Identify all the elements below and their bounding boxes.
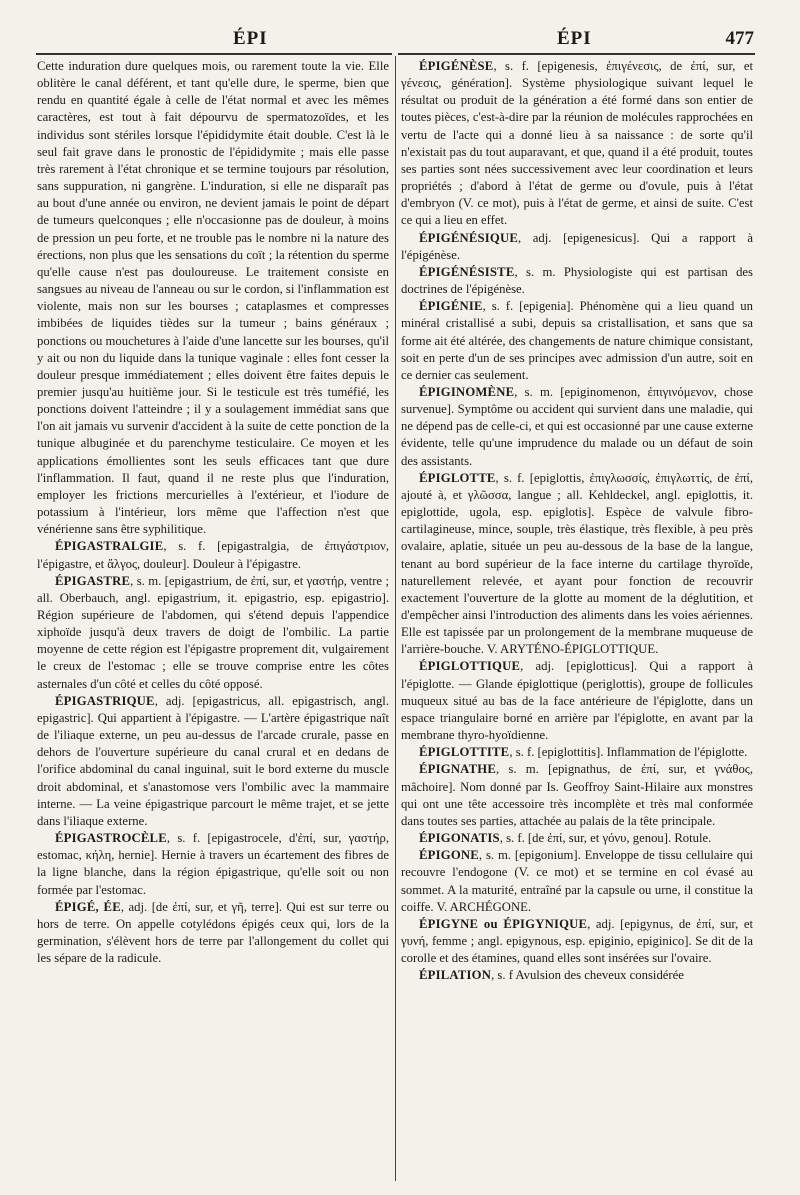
dictionary-entry [37, 899, 389, 968]
dictionary-entry [37, 830, 389, 899]
entry-body: , s. m. [epigonium]. Enveloppe de tissu cellulaire qui recouvre l'endogone (V. ce mot) et se termine en col évasé au sommet. A la maturité, entraîné par la capsule ou urne, il constitue la coiffe. V. ARCHÉGONE. [401, 848, 753, 914]
entry-body: , adj. [epigenesicus]. Qui a rapport à l'épigénèse. [401, 230, 753, 262]
column-divider [395, 56, 396, 1181]
entry-headword: ÉPIGÉNÉSIQUE [419, 230, 518, 245]
entry-headword: ÉPILATION [419, 968, 492, 983]
dictionary-entry [401, 658, 753, 744]
entry-headword: ÉPIGÉNÈSE [419, 59, 494, 73]
header-rule-left [36, 53, 392, 55]
entry-body: , s. f. [epiglottitis]. Inflammation de l'épiglotte. [509, 745, 748, 760]
dictionary-entry [401, 298, 753, 384]
entry-headword: ÉPIGÉNIE [419, 299, 483, 314]
entry-headword: ÉPIGÉNÉSISTE [419, 264, 515, 279]
dictionary-entry [401, 830, 753, 847]
entry-headword: ÉPIGLOTTE [419, 470, 496, 485]
dictionary-entry [37, 538, 389, 572]
entry-headword: ÉPIGÉ, ÉE [55, 899, 121, 914]
entry-body: , adj. [epiglotticus]. Qui a rapport à l'épiglotte. — Glande épiglottique (periglottis), groupe de follicules muqueux situé au bas de la face antérieure de l'épiglotte, dans un espace triangulaire borné en arrière par l'épiglotte, en avant par la membrane thyro-hyoïdienne. [401, 659, 753, 743]
entry-body: , s. m. [epiginomenon, ἐπιγινόμενον, chose survenue]. Symptôme ou accident qui survient dans une maladie, qui ne dépend pas de celle-ci, et qui est occasionné par une cause externe évidente, telle qu'une imprudence du malade ou un défaut de soin des assistants. [401, 384, 753, 468]
dictionary-entry [401, 58, 753, 230]
entry-headword: ÉPIGLOTTITE [419, 745, 510, 760]
running-head-right: ÉPI [557, 28, 592, 49]
entry-body: , s. f. [epigenia]. Phénomène qui a lieu quand un minéral cristallisé a subi, depuis sa cristallisation, et sans que sa forme ait été altérée, des changements de nature chimique consistant, soit en perte d'un de ses principes avec admission d'un autre, soit en ce dernier cas seulement. [401, 299, 753, 382]
entry-body: , adj. [epigastricus, all. epigastrisch, angl. epigastric]. Qui appartient à l'épigastre. — L'artère épigastrique naît de l'iliaque externe, un peu au-dessus de l'arcade crurale, passe en dehors de l'ouverture supérieure du canal crural et en dedans de l'orifice abdominal du canal inguinal, suit le bord externe du muscle droit abdominal, et s'anastomose vers l'ombilic avec la mammaire interne. — La veine épigastrique parcourt le même trajet, et se jette dans l'iliaque externe. [37, 693, 389, 828]
entry-body: , s. f. [epigenesis, ἐπιγένεσις, de ἐπί, sur, et γένεσις, génération]. Système physiologique suivant lequel le résultat ou produit de la génération a été formé dans son entier de toutes pièces, c'est-à-dire par la réunion de molécules rapprochées en vertu de l'acte qui a donné lieu à sa naissance : de sorte qu'il n'existait pas du tout auparavant, et que, quand il a été produit, toutes ses parties sont nées successivement avec leur coordination et leurs propriétés ; d'abord à l'état de germe ou d'ovule, puis à l'état d'embryon (V. ce mot), puis à l'état de germe, et ainsi de suite. C'est ce qui a lieu en effet. [401, 59, 753, 228]
dictionary-entry [37, 573, 389, 693]
entry-body: , s. m. [epigastrium, de ἐπί, sur, et γαστήρ, ventre ; all. Oberbauch, angl. epigastrium, it. epigastrio, esp. epigastrio]. Région supérieure de l'abdomen, qui s'étend depuis l'appendice xiphoïde jusqu'à deux travers de doigt de l'ombilic. La partie moyenne de cette région est l'épigastre proprement dit, vulgairement le creux de l'estomac ; elle se trouve comprise entre les côtes asternales d'un côté et celles du côté opposé. [37, 573, 389, 691]
entry-body: , s. f Avulsion des cheveux considérée [491, 968, 684, 983]
dictionary-entry [401, 230, 753, 264]
entry-headword: ÉPIGASTROCÈLE [55, 831, 167, 846]
header-rule-right [398, 53, 755, 55]
page-number: 477 [725, 28, 754, 49]
right-column [401, 58, 753, 984]
entry-body: , s. m. [epignathus, de ἐπί, sur, et γνάθος, mâchoire]. Nom donné par Is. Geoffroy Saint-Hilaire aux monstres qui ont une tête accessoire très incomplète et très mal conformée dans toutes ses parties, attachée au palais de la tête principale. [401, 762, 753, 828]
entry-headword: ÉPIGLOTTIQUE [419, 659, 521, 674]
dictionary-entry [401, 847, 753, 916]
dictionary-entry [401, 264, 753, 298]
left-column [37, 58, 389, 967]
entry-body: , s. f. [epiglottis, ἐπιγλωσσίς, ἐπιγλωττίς, de ἐπί, ajouté à, et γλῶσσα, langue ; all. Kehldeckel, angl. epiglottis, it. epiglottide, ugola, esp. epiglotis]. Espèce de valvule fibro-cartilagineuse, mince, souple, très élastique, très flexible, à peu près ovalaire, aplatie, située un peu au-dessous de la base de la langue, tenant au bord supérieur de la face interne du cartilage thyroïde, naturellement relevée, et ayant pour fonction de recouvrir exactement l'ouverture de la glotte au moment de la déglutition, et d'empêcher ainsi l'introduction des aliments dans les voies aériennes. Elle est tapissée par un prolongement de la membrane muqueuse de l'arrière-bouche. V. ARYTÉNO-ÉPIGLOTTIQUE. [401, 470, 753, 657]
dictionary-entry [401, 916, 753, 967]
dictionary-entry [401, 470, 753, 659]
entry-body: , s. f. [de ἐπί, sur, et γόνυ, genou]. Rotule. [499, 831, 712, 846]
dictionary-entry [401, 967, 753, 984]
running-head-left: ÉPI [233, 28, 268, 49]
entry-body: , adj. [de ἐπί, sur, et γῆ, terre]. Qui est sur terre ou hors de terre. On appelle cotylédons épigés ceux qui, lors de la germination, s'élèvent hors de terre par l'allongement du collet qui les sépare de la radicule. [37, 899, 389, 966]
entry-headword: ÉPIGINOMÈNE [419, 384, 515, 399]
entry-body: , s. m. Physiologiste qui est partisan des doctrines de l'épigénèse. [401, 264, 753, 297]
entry-body: Cette induration dure quelques mois, ou rarement toute la vie. Elle oblitère le canal déférent, et tant qu'elle dure, le sperme, bien que rendu en quantité égale à celle de l'état normal et avec les mêmes caractères, est tout à fait dépourvu de spermatozoïdes, et les individus sont stériles lorsque l'épididymite était double. C'est là le seul fait grave dans le pronostic de l'épididymite ; mais elle passe très rarement à l'état chronique et se termine toujours par résolution, sans suppuration, ni gangrène. L'induration, si elle ne disparaît pas au bout d'une année ou environ, ne devient jamais le point de départ de tumeurs quelconques ; elle n'occasionne pas de douleur, à moins de pression un peu forte, et ne trouble pas le nombre ni la nature des érections, non plus que les sensations du coït ; la rétention du sperme qu'elle cause n'est pas douloureuse. Le traitement consiste en sangsues au niveau de l'anneau ou sur le cordon, si l'inflammation est violente, mais non sur les bourses ; cataplasmes et compresses imbibées de liquides tièdes sur la tumeur ; bains généraux ; ponctions ou mouchetures à l'aide d'une lancette sur les bourses, qu'il y ait ou non du liquide dans la tunique vaginale : elles font cesser la douleur presque immédiatement ; elles doivent être faites depuis le premier jusqu'au huitième jour. Si le testicule est très tuméfié, les ponctions doivent l'atteindre ; il y a soulagement immédiat sans que l'on ait jamais vu survenir d'accident à la suite de cette ponction de la tunique albuginée et du parenchyme testiculaire. Ce moyen et les applications émollientes sont les seuls efficaces tant que dure l'inflammation. Il faut, quand il ne reste plus que l'induration, employer les frictions mercurielles à l'extérieur, et l'iodure de potassium à l'intérieur, lors même que l'affection n'est que vénérienne sans être syphilitique. [37, 59, 389, 537]
entry-headword: ÉPIGNATHE [419, 762, 496, 777]
entry-headword: ÉPIGASTRE [55, 573, 131, 588]
entry-headword: ÉPIGONE [419, 848, 479, 863]
entry-headword: ÉPIGASTRALGIE [55, 539, 164, 554]
dictionary-entry [401, 761, 753, 830]
page-header [0, 28, 800, 52]
dictionary-entry [401, 384, 753, 470]
entry-headword: ÉPIGYNE ou ÉPIGYNIQUE [419, 916, 588, 931]
entry-body: , adj. [epigynus, de ἐπί, sur, et γυνή, femme ; angl. epigynous, esp. epiginio, epiginico]. Se dit de la corolle et des étamines, quand elles sont insérées sur l'ovaire. [401, 916, 753, 966]
dictionary-entry [37, 693, 389, 830]
entry-headword: ÉPIGASTRIQUE [55, 693, 155, 708]
entry-body: , s. f. [epigastrocele, d'ἐπί, sur, γαστήρ, estomac, κήλη, hernie]. Hernie à travers un écartement des fibres de la ligne blanche, dans la région épigastrique, qu'elle soit ou non formée par l'estomac. [37, 831, 389, 897]
entry-body: , s. f. [epigastralgia, de ἐπιγάστριον, l'épigastre, et ἄλγος, douleur]. Douleur à l'épigastre. [37, 539, 389, 571]
continued-entry-text [37, 58, 389, 538]
entry-headword: ÉPIGONATIS [419, 831, 500, 846]
dictionary-entry [401, 744, 753, 761]
